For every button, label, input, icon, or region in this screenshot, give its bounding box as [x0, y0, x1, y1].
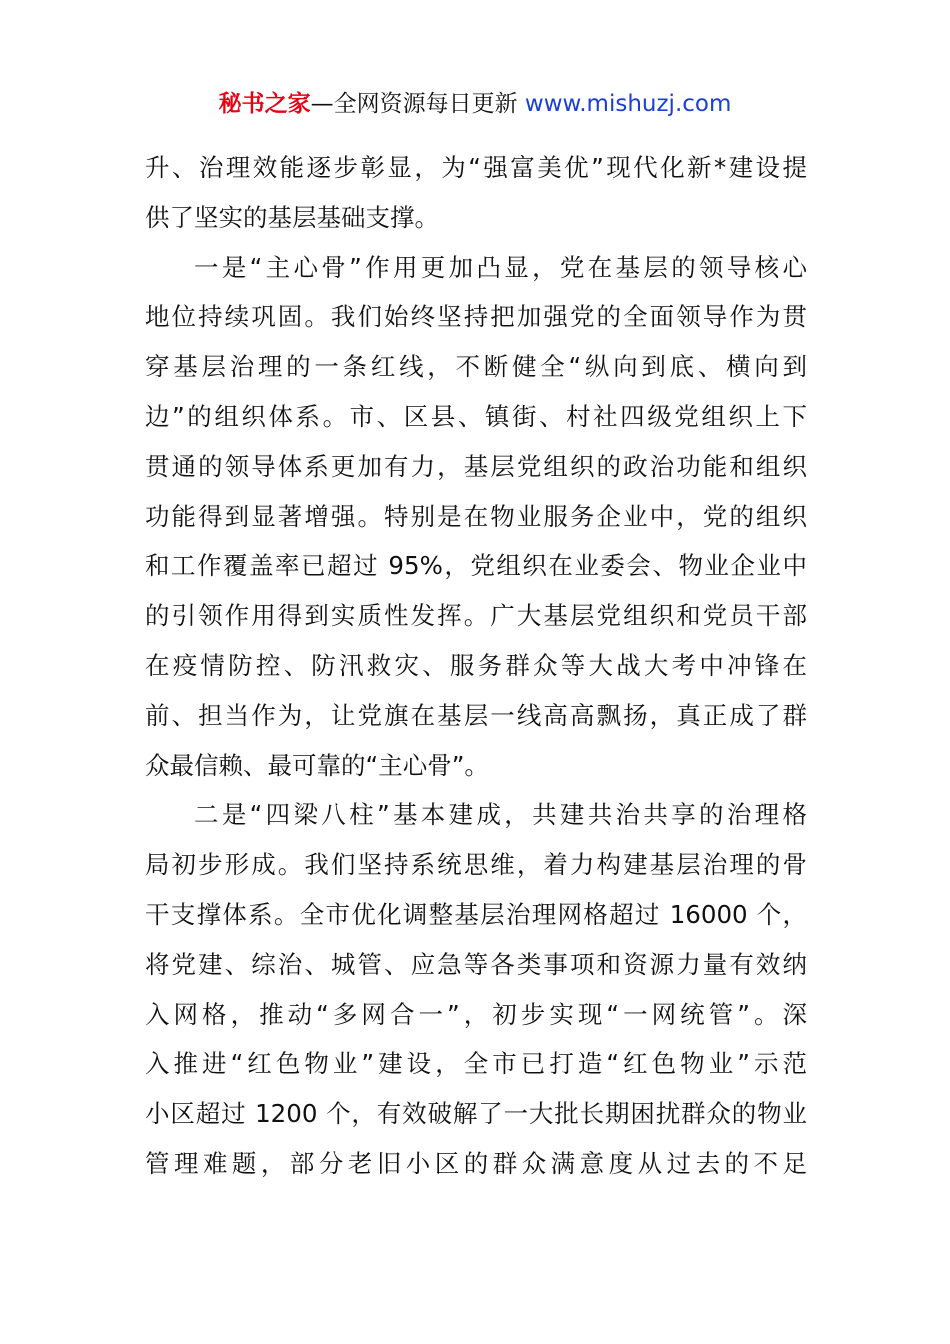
body-text-line: 入推进“红色物业”建设，全市已打造“红色物业”示范	[145, 1049, 807, 1079]
body-text-line: 局初步形成。我们坚持系统思维，着力构建基层治理的骨	[145, 850, 807, 880]
site-tagline: —全网资源每日更新	[310, 91, 525, 117]
site-url-link[interactable]: www.mishuzj.com	[524, 91, 732, 117]
body-text-line: 管理难题，部分老旧小区的群众满意度从过去的不足	[145, 1148, 807, 1178]
document-body	[145, 143, 807, 1189]
body-text-line: 功能得到显著增强。特别是在物业服务企业中，党的组织	[145, 501, 807, 531]
body-text-line: 一是“主心骨”作用更加凸显，党在基层的领导核心	[194, 252, 807, 282]
body-text-line: 在疫情防控、防汛救灾、服务群众等大战大考中冲锋在	[145, 650, 807, 680]
body-text-line: 供了坚实的基层基础支撑。	[145, 202, 439, 232]
body-text-line: 的引领作用得到实质性发挥。广大基层党组织和党员干部	[145, 601, 807, 631]
body-text-line: 小区超过 1200 个，有效破解了一大批长期困扰群众的物业	[145, 1099, 807, 1129]
page-header	[0, 88, 950, 120]
body-text-line: 入网格，推动“多网合一”，初步实现“一网统管”。深	[145, 999, 807, 1029]
body-text-line: 贯通的领导体系更加有力，基层党组织的政治功能和组织	[145, 451, 807, 481]
body-text-line: 穿基层治理的一条红线，不断健全“纵向到底、横向到	[145, 352, 807, 382]
body-text-line: 众最信赖、最可靠的“主心骨”。	[145, 750, 489, 780]
body-text-line: 地位持续巩固。我们始终坚持把加强党的全面领导作为贯	[145, 302, 807, 332]
body-text-line: 将党建、综治、城管、应急等各类事项和资源力量有效纳	[145, 949, 807, 979]
body-text-line: 前、担当作为，让党旗在基层一线高高飘扬，真正成了群	[145, 700, 807, 730]
body-text-line: 边”的组织体系。市、区县、镇街、村社四级党组织上下	[145, 401, 807, 431]
body-text-line: 干支撑体系。全市优化调整基层治理网格超过 16000 个，	[145, 899, 807, 929]
body-text-line: 升、治理效能逐步彰显，为“强富美优”现代化新*建设提	[145, 153, 807, 182]
site-brand: 秘书之家	[218, 91, 311, 117]
body-text-line: 和工作覆盖率已超过 95%，党组织在业委会、物业企业中	[145, 551, 807, 581]
body-text-line: 二是“四梁八柱”基本建成，共建共治共享的治理格	[194, 800, 807, 830]
